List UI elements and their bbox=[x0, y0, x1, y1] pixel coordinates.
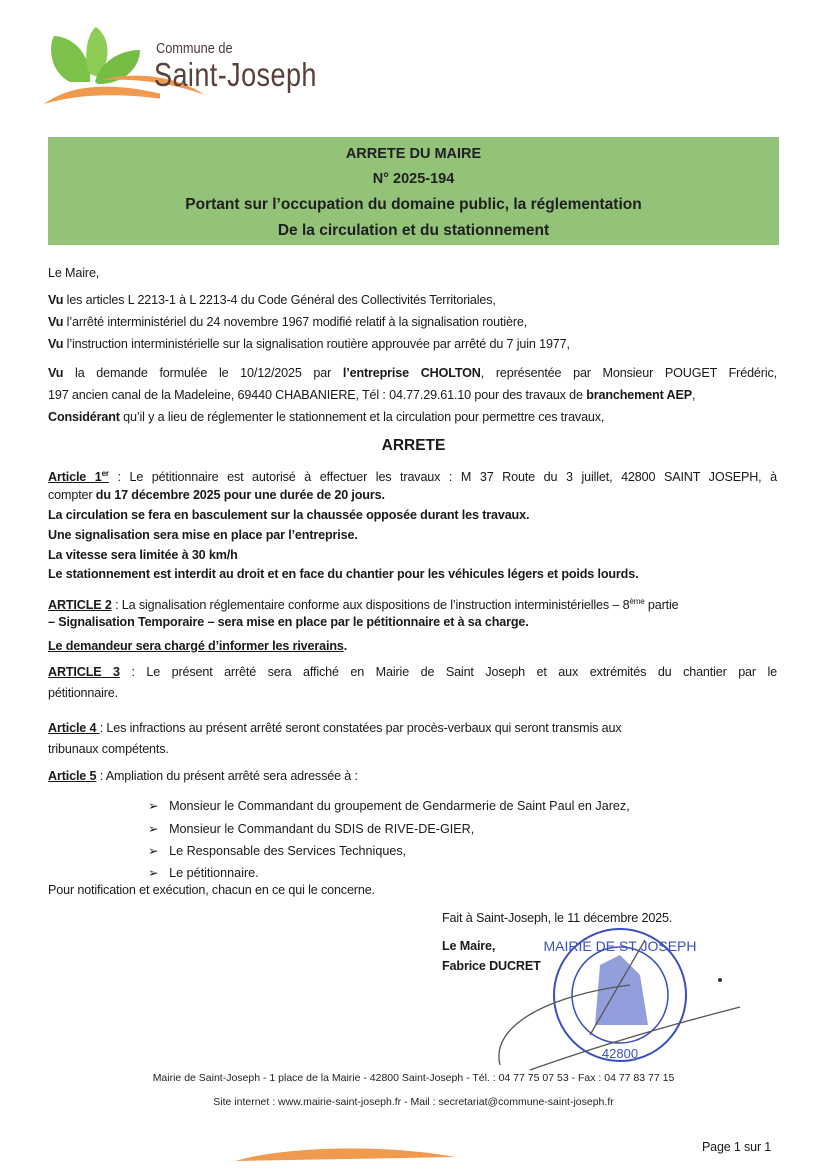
title-line: ARRETE DU MAIRE bbox=[345, 146, 482, 162]
title-subject-2: De la circulation et du stationnement bbox=[277, 222, 550, 239]
footer-swoosh-icon bbox=[230, 1143, 460, 1163]
vu-line: Vu les articles L 2213-1 à L 2213-4 du Code Général des Collectivités Territoriales, bbox=[48, 293, 496, 307]
official-stamp-icon bbox=[470, 925, 750, 1075]
article-2-line: – Signalisation Temporaire – sera mise en place par le pétitionnaire et à sa charge. bbox=[48, 615, 529, 629]
vu-line: Vu la demande formulée le 10/12/2025 par l’entreprise CHOLTON, représentée par Monsieur POUGET Frédéric, bbox=[48, 366, 777, 380]
footer-contact: Site internet : www.mairie-saint-joseph.fr - Mail : secretariat@commune-saint-joseph.fr bbox=[213, 1096, 614, 1108]
article-1-line: compter du 17 décembre 2025 pour une durée de 20 jours. bbox=[48, 488, 385, 502]
page-number: Page 1 sur 1 bbox=[702, 1140, 772, 1154]
logo-line1: Commune de bbox=[156, 40, 233, 57]
article-2: ARTICLE 2 : La signalisation réglementaire conforme aux dispositions de l’instruction interministérielles – 8ème partie bbox=[48, 597, 679, 613]
vu-line: Vu l’arrêté interministériel du 24 novembre 1967 modifié relatif à la signalisation routière, bbox=[48, 315, 528, 329]
svg-text:42800: 42800 bbox=[601, 1046, 639, 1061]
article-3-line: pétitionnaire. bbox=[48, 686, 119, 700]
article-1-line: La circulation se fera en basculement sur la chaussée opposée durant les travaux. bbox=[48, 508, 530, 522]
recipient-item: ➢ Monsieur le Commandant du SDIS de RIVE-DE-GIER, bbox=[148, 822, 475, 836]
arrow-bullet-icon: ➢ bbox=[148, 799, 159, 813]
place-date: Fait à Saint-Joseph, le 11 décembre 2025. bbox=[442, 911, 673, 925]
article-3: ARTICLE 3 : Le présent arrêté sera affiché en Mairie de Saint Joseph et aux extrémités du chantier par le bbox=[48, 665, 777, 679]
article-4: Article 4 : Les infractions au présent arrêté seront constatées par procès-verbaux qui seront transmis aux bbox=[48, 721, 622, 735]
arrow-bullet-icon: ➢ bbox=[148, 822, 159, 836]
recipient-item: ➢ Monsieur le Commandant du groupement de Gendarmerie de Saint Paul en Jarez, bbox=[148, 799, 630, 813]
article-1-line: Une signalisation sera mise en place par l’entreprise. bbox=[48, 528, 358, 542]
arrete-heading: ARRETE bbox=[381, 437, 446, 454]
article-1: Article 1er : Le pétitionnaire est autorisé à effectuer les travaux : M 37 Route du 3 juillet, 42800 SAINT JOSEPH, à bbox=[48, 469, 777, 485]
vu-line: Vu l’instruction interministérielle sur la signalisation routière approuvée par arrêté du 7 juin 1977, bbox=[48, 337, 570, 351]
arrow-bullet-icon: ➢ bbox=[148, 866, 159, 880]
article-4-line: tribunaux compétents. bbox=[48, 742, 169, 756]
footer-address: Mairie de Saint-Joseph - 1 place de la Mairie - 42800 Saint-Joseph - Tél. : 04 77 75 07 53 - Fax : 04 77 83 77 15 bbox=[152, 1072, 675, 1084]
article-1-line: Le stationnement est interdit au droit et en face du chantier pour les véhicules légers et poids lourds. bbox=[48, 567, 639, 581]
logo-line2: Saint-Joseph bbox=[154, 56, 317, 93]
title-subject: Portant sur l’occupation du domaine public, la réglementation bbox=[185, 196, 642, 213]
vu-line-cont: 197 ancien canal de la Madeleine, 69440 CHABANIERE, Tél : 04.77.29.61.10 pour des travaux de branchement AEP, bbox=[48, 388, 696, 402]
recipient-item: ➢ Le Responsable des Services Techniques, bbox=[148, 844, 407, 858]
title-banner bbox=[48, 137, 779, 245]
signer-name: Fabrice DUCRET bbox=[442, 959, 541, 973]
article-5: Article 5 : Ampliation du présent arrêté sera adressée à : bbox=[48, 769, 358, 783]
svg-text:MAIRIE DE ST JOSEPH: MAIRIE DE ST JOSEPH bbox=[543, 938, 697, 954]
arrow-bullet-icon: ➢ bbox=[148, 844, 159, 858]
article-2-note: Le demandeur sera chargé d’informer les riverains. bbox=[48, 639, 348, 653]
article-1-line: La vitesse sera limitée à 30 km/h bbox=[48, 548, 238, 562]
title-number: N° 2025-194 bbox=[372, 171, 455, 187]
opening: Le Maire, bbox=[48, 266, 100, 280]
recipient-item: ➢ Le pétitionnaire. bbox=[148, 866, 259, 880]
closing: Pour notification et exécution, chacun en ce qui le concerne. bbox=[48, 883, 375, 897]
signer-role: Le Maire, bbox=[442, 939, 496, 953]
considerant: Considérant qu’il y a lieu de réglementer le stationnement et la circulation pour permettre ces travaux, bbox=[48, 410, 605, 424]
